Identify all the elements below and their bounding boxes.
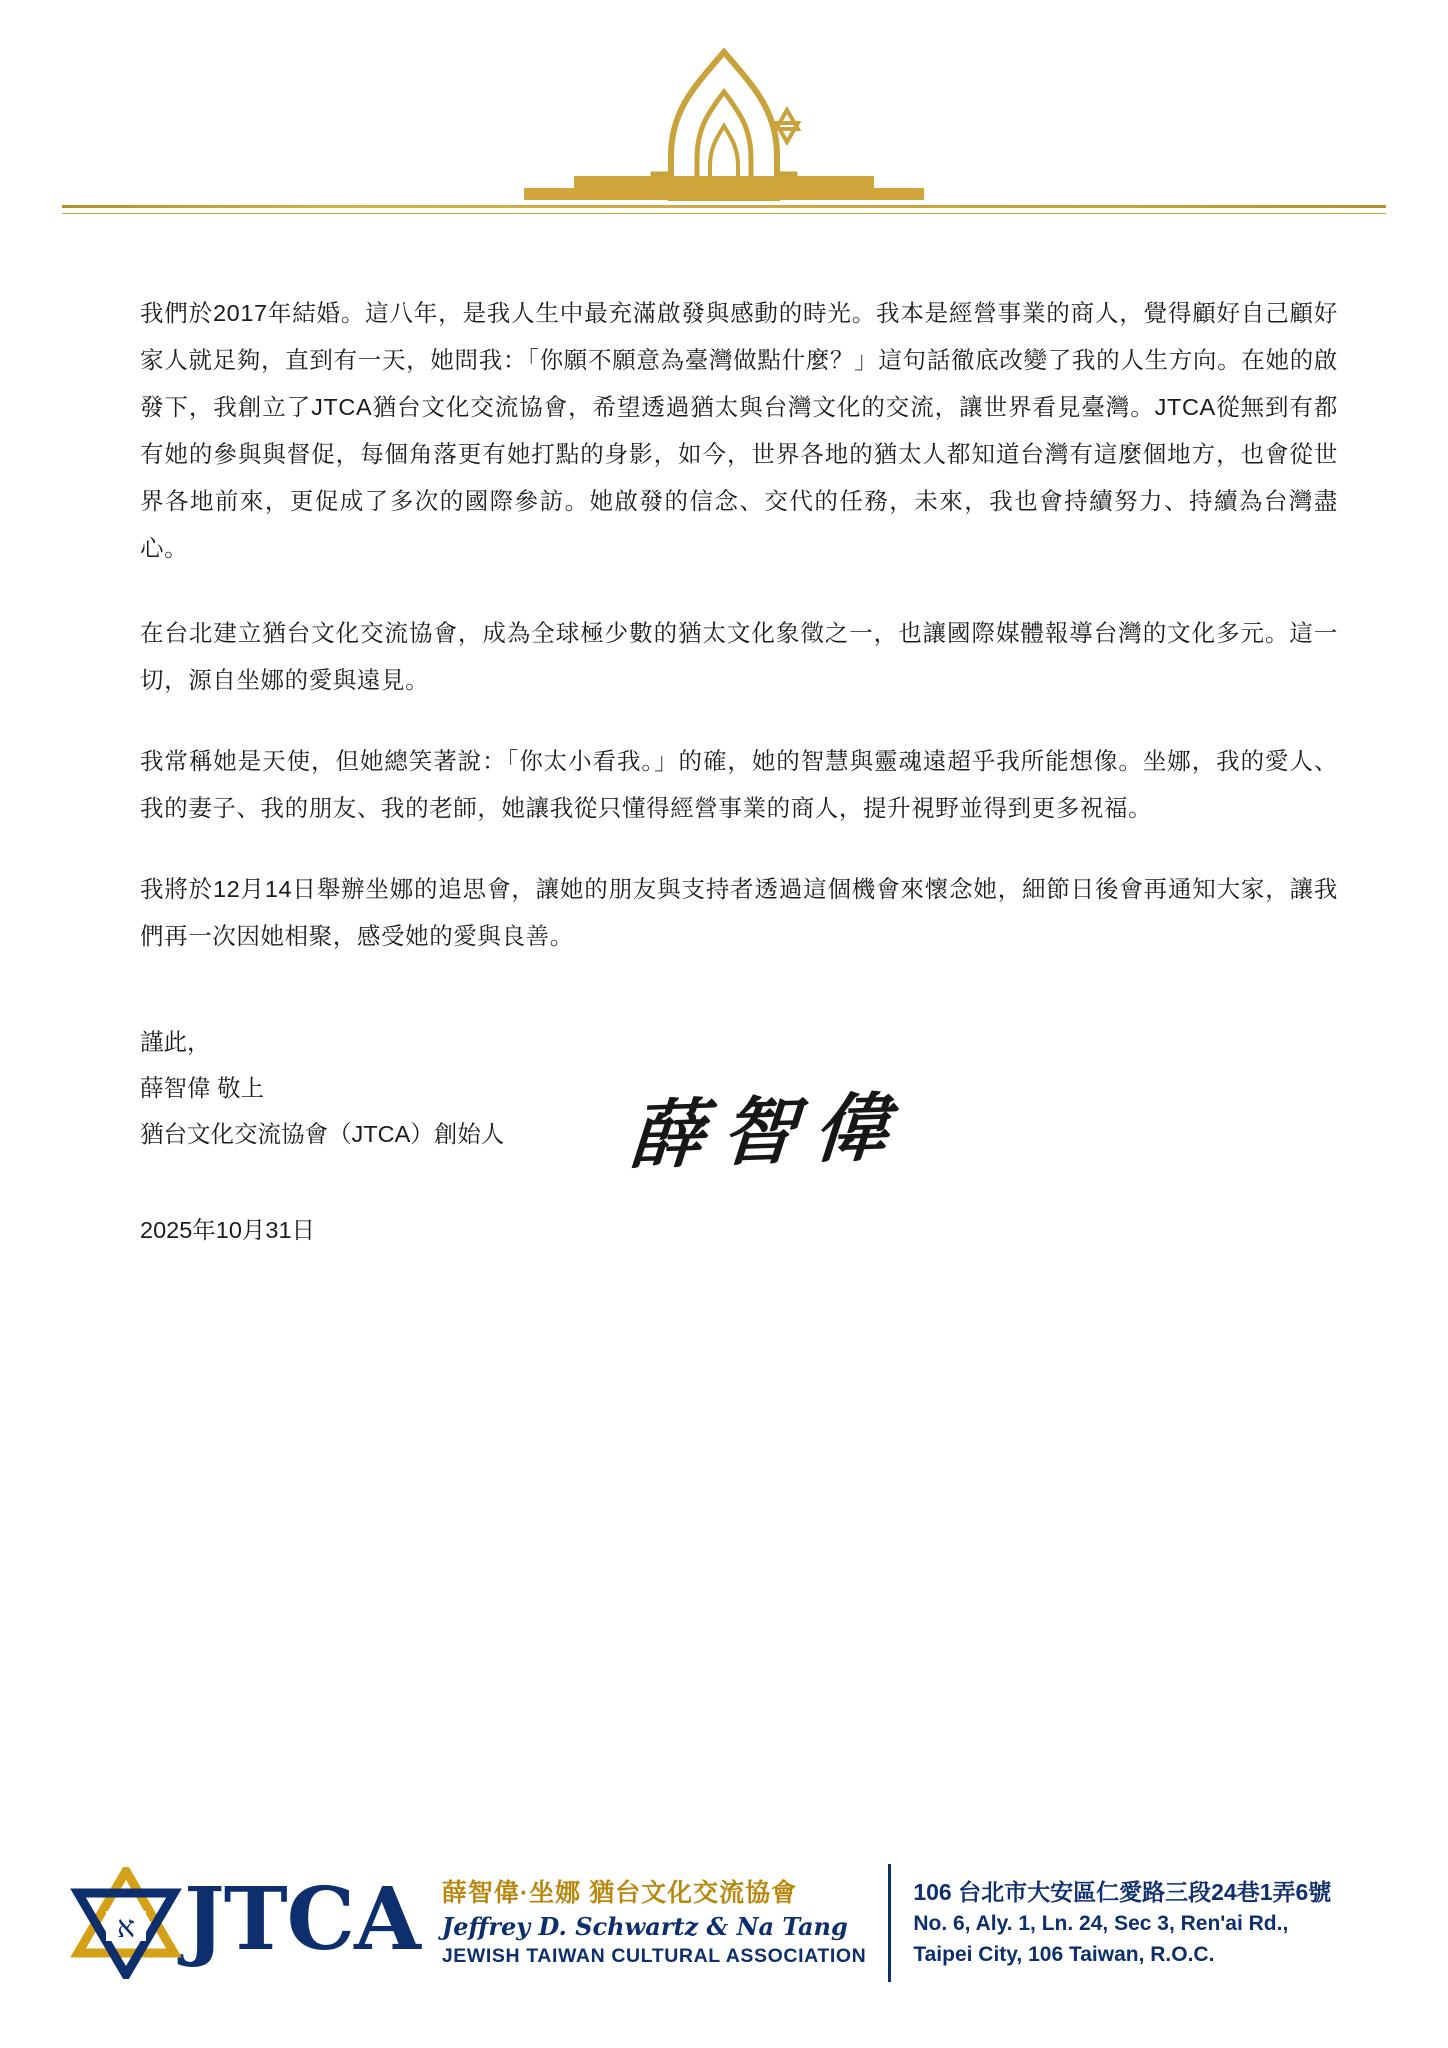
letterhead-rule-thin xyxy=(62,213,1386,214)
star-of-david-logo-icon xyxy=(70,1867,182,1979)
org-name-en-secondary: JEWISH TAIWAN CULTURAL ASSOCIATION xyxy=(441,1944,867,1967)
org-name-zh: 薛智偉·坐娜 猶台文化交流協會 xyxy=(441,1878,798,1907)
letterhead xyxy=(0,0,1448,230)
letter-date: 2025年10月31日 xyxy=(140,1217,316,1244)
address-en-line2: Taipei City, 106 Taiwan, R.O.C. xyxy=(913,1942,1215,1966)
address-zh: 106 台北市大安區仁愛路三段24巷1弄6號 xyxy=(913,1878,1332,1905)
letter-paragraph: 我常稱她是天使，但她總笑著說：「你太小看我。」的確，她的智慧與靈魂遠超乎我所能想像。坐娜，我的愛人、我的妻子、我的朋友、我的老師，她讓我從只懂得經營事業的商人，提升視野並得到更多祝福。 xyxy=(140,748,1338,821)
handwritten-signature: 薛智偉 xyxy=(626,1084,910,1180)
letter-signoff xyxy=(140,1020,1338,1180)
address-en-line1: No. 6, Aly. 1, Ln. 24, Sec 3, Ren'ai Rd., xyxy=(913,1912,1289,1936)
address-block xyxy=(913,1876,1331,1970)
letter-paragraph: 我們於2017年結婚。這八年，是我人生中最充滿啟發與感動的時光。我本是經營事業的商人，覺得顧好自己顧好家人就足夠，直到有一天，她問我：「你願不願意為臺灣做點什麼？」這句話徹底改變了我的人生方向。在她的啟發下，我創立了JTCA猶台文化交流協會，希望透過猶太與台灣文化的交流，讓世界看見臺灣。JTCA從無到有都有她的參與與督促，每個角落更有她打點的身影，如今，世界各地的猶太人都知道台灣有這麼個地方，也會從世界各地前來，更促成了多次的國際參訪。她啟發的信念、交代的任務，未來，我也會持續努力、持續為台灣盡心。 xyxy=(140,300,1338,561)
letter-paragraph: 我將於12月14日舉辦坐娜的追思會，讓她的朋友與支持者透過這個機會來懷念她，細節日後會再通知大家，讓我們再一次因她相聚，感受她的愛與良善。 xyxy=(140,876,1338,949)
closing-line: 謹此， xyxy=(140,1029,211,1055)
footer-divider xyxy=(888,1864,891,1982)
org-name-en-primary: Jeffrey D. Schwartz & Na Tang xyxy=(441,1911,848,1941)
signer-name: 薛智偉 敬上 xyxy=(140,1074,265,1101)
letter-paragraph: 在台北建立猶台文化交流協會，成為全球極少數的猶太文化象徵之一，也讓國際媒體報導台灣的文化多元。這一切，源自坐娜的愛與遠見。 xyxy=(140,620,1338,693)
svg-text:א: א xyxy=(116,1910,136,1945)
letter-body xyxy=(140,290,1338,1245)
jtca-acronym: JTCA xyxy=(184,1869,420,1970)
letterhead-base-upper xyxy=(574,176,874,188)
letterhead-rule xyxy=(62,205,1386,208)
letterhead-base xyxy=(524,188,924,200)
footer xyxy=(0,1858,1448,1988)
signer-title: 猶台文化交流協會（JTCA）創始人 xyxy=(140,1120,505,1147)
organization-names xyxy=(442,1877,888,1969)
